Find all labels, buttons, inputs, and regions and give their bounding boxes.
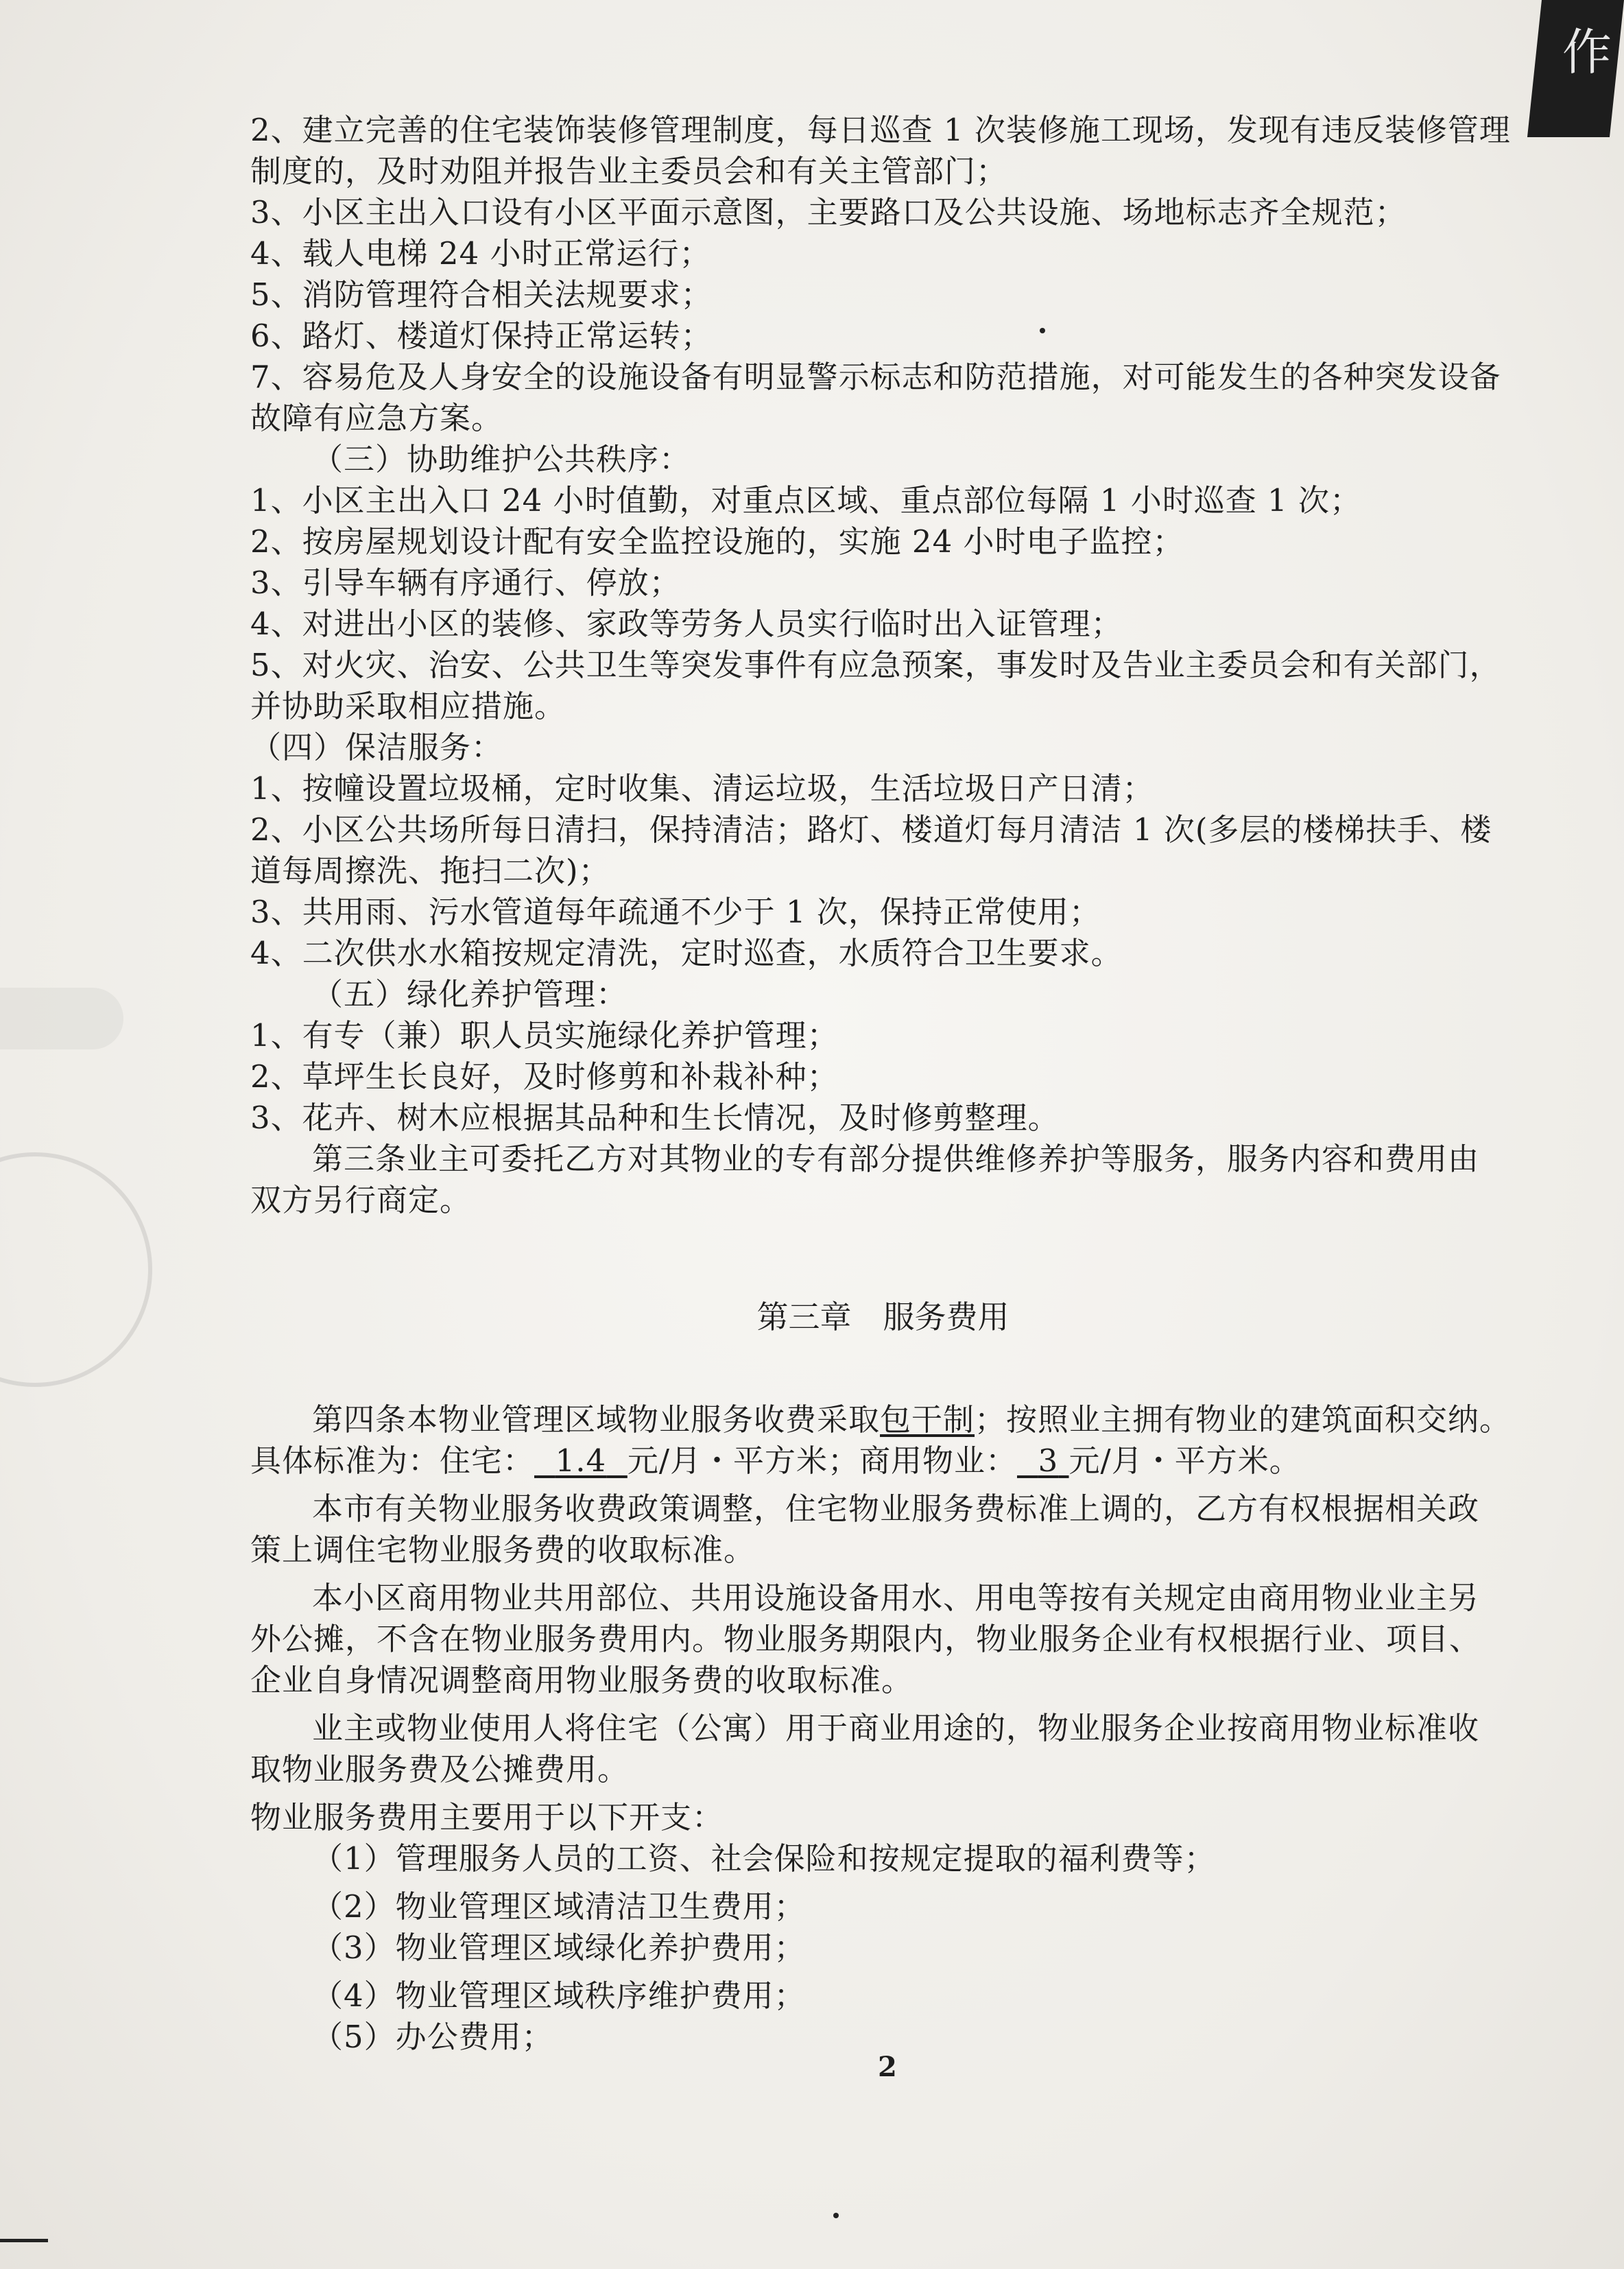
article-text <box>312 1399 1511 1440</box>
text-line: 道每周擦洗、拖扫二次)； <box>250 853 610 889</box>
page-number: 2 <box>878 2051 897 2083</box>
text-line: 2、建立完善的住宅装饰装修管理制度，每日巡查 1 次装修施工现场，发现有违反装修管理 <box>250 112 1511 148</box>
text-line: 7、容易危及人身安全的设施设备有明显警示标志和防范措施，对可能发生的各种突发设备 <box>250 359 1501 395</box>
text-line: 5、消防管理符合相关法规要求； <box>250 276 713 313</box>
margin-tick <box>0 2239 48 2242</box>
section-heading: （三）协助维护公共秩序： <box>312 441 691 477</box>
text-line: 并协助采取相应措施。 <box>250 688 566 724</box>
text-line: 制度的，及时劝阻并报告业主委员会和有关主管部门； <box>250 153 1008 189</box>
text-line: 2、按房屋规划设计配有安全监控设施的，实施 24 小时电子监控； <box>250 523 1184 560</box>
text-line: 业主或物业使用人将住宅（公寓）用于商业用途的，物业服务企业按商用物业标准收 <box>312 1710 1480 1746</box>
speck-mark <box>833 2213 839 2218</box>
text-line: 1、小区主出入口 24 小时值勤，对重点区域、重点部位每隔 1 小时巡查 1 次； <box>250 482 1361 519</box>
text-line: 取物业服务费及公摊费用。 <box>250 1751 630 1787</box>
text-line: 6、路灯、楼道灯保持正常运转； <box>250 318 713 354</box>
residential-fee-number: 1.4 <box>555 1442 607 1479</box>
chapter-title: 第三章 服务费用 <box>756 1298 1010 1335</box>
section-heading: （四）保洁服务： <box>250 729 503 765</box>
list-item: （1）管理服务人员的工资、社会保险和按规定提取的福利费等； <box>312 1840 1216 1877</box>
article4-fee-mode: 包干制 <box>880 1401 975 1438</box>
text-line: 3、共用雨、污水管道每年疏通不少于 1 次，保持正常使用； <box>250 894 1101 930</box>
text-line: 4、二次供水水箱按规定清洗，定时巡查，水质符合卫生要求。 <box>250 935 1123 971</box>
list-item: （3）物业管理区域绿化养护费用； <box>312 1929 806 1966</box>
fee-standard-label: 具体标准为：住宅： <box>250 1442 535 1479</box>
text-line: 1、有专（兼）职人员实施绿化养护管理； <box>250 1017 839 1054</box>
list-item: （5）办公费用； <box>312 2019 553 2055</box>
text-line: 3、小区主出入口设有小区平面示意图，主要路口及公共设施、场地标志齐全规范； <box>250 194 1407 230</box>
text-line: 故障有应急方案。 <box>250 400 503 436</box>
article4-part-c: ；按照业主拥有物业的建筑面积交纳。 <box>975 1401 1512 1438</box>
list-item: （4）物业管理区域秩序维护费用； <box>312 1977 806 2014</box>
fee-standard-mid: 元/月・平方米；商用物业： <box>627 1442 1017 1479</box>
fee-standard-end: 元/月・平方米。 <box>1068 1442 1301 1479</box>
corner-character: 作 <box>1562 23 1612 81</box>
text-line: 1、按幢设置垃圾桶，定时收集、清运垃圾，生活垃圾日产日清； <box>250 770 1154 807</box>
text-line: 本市有关物业服务收费政策调整，住宅物业服务费标准上调的，乙方有权根据相关政 <box>312 1490 1480 1527</box>
speck-mark <box>1040 328 1045 333</box>
text-line: 双方另行商定。 <box>250 1182 472 1218</box>
text-line: 策上调住宅物业服务费的收取标准。 <box>250 1532 756 1568</box>
article-text: 第三条业主可委托乙方对其物业的专有部分提供维修养护等服务，服务内容和费用由 <box>312 1141 1480 1177</box>
text-line: 4、载人电梯 24 小时正常运行； <box>250 235 711 272</box>
text-line: 4、对进出小区的装修、家政等劳务人员实行临时出入证管理； <box>250 606 1123 642</box>
text-line: 2、草坪生长良好，及时修剪和补栽补种； <box>250 1058 839 1095</box>
text-line: 3、引导车辆有序通行、停放； <box>250 565 681 601</box>
faint-stamp-mark <box>0 1152 152 1387</box>
fee-standard-line <box>250 1440 1301 1482</box>
text-line: 本小区商用物业共用部位、共用设施设备用水、用电等按有关规定由商用物业业主另 <box>312 1580 1480 1616</box>
text-line: 5、对火灾、治安、公共卫生等突发事件有应急预案，事发时及告业主委员会和有关部门， <box>250 647 1501 683</box>
commercial-fee-number: 3 <box>1038 1442 1059 1479</box>
list-item: （2）物业管理区域清洁卫生费用； <box>312 1888 806 1925</box>
section-heading: （五）绿化养护管理： <box>312 976 628 1012</box>
text-line: 物业服务费用主要用于以下开支： <box>250 1799 724 1836</box>
text-line: 外公摊，不含在物业服务费用内。物业服务期限内，物业服务企业有权根据行业、项目、 <box>250 1621 1481 1657</box>
faint-stamp-smudge <box>0 988 123 1049</box>
text-line: 2、小区公共场所每日清扫，保持清洁；路灯、楼道灯每月清洁 1 次(多层的楼梯扶手、楼 <box>250 811 1492 848</box>
residential-fee-value <box>534 1442 628 1479</box>
commercial-fee-value <box>1017 1442 1069 1479</box>
article4-part-a: 第四条本物业管理区域物业服务收费采取 <box>312 1401 881 1438</box>
text-line: 3、花卉、树木应根据其品种和生长情况，及时修剪整理。 <box>250 1100 1060 1136</box>
text-line: 企业自身情况调整商用物业服务费的收取标准。 <box>250 1662 914 1698</box>
